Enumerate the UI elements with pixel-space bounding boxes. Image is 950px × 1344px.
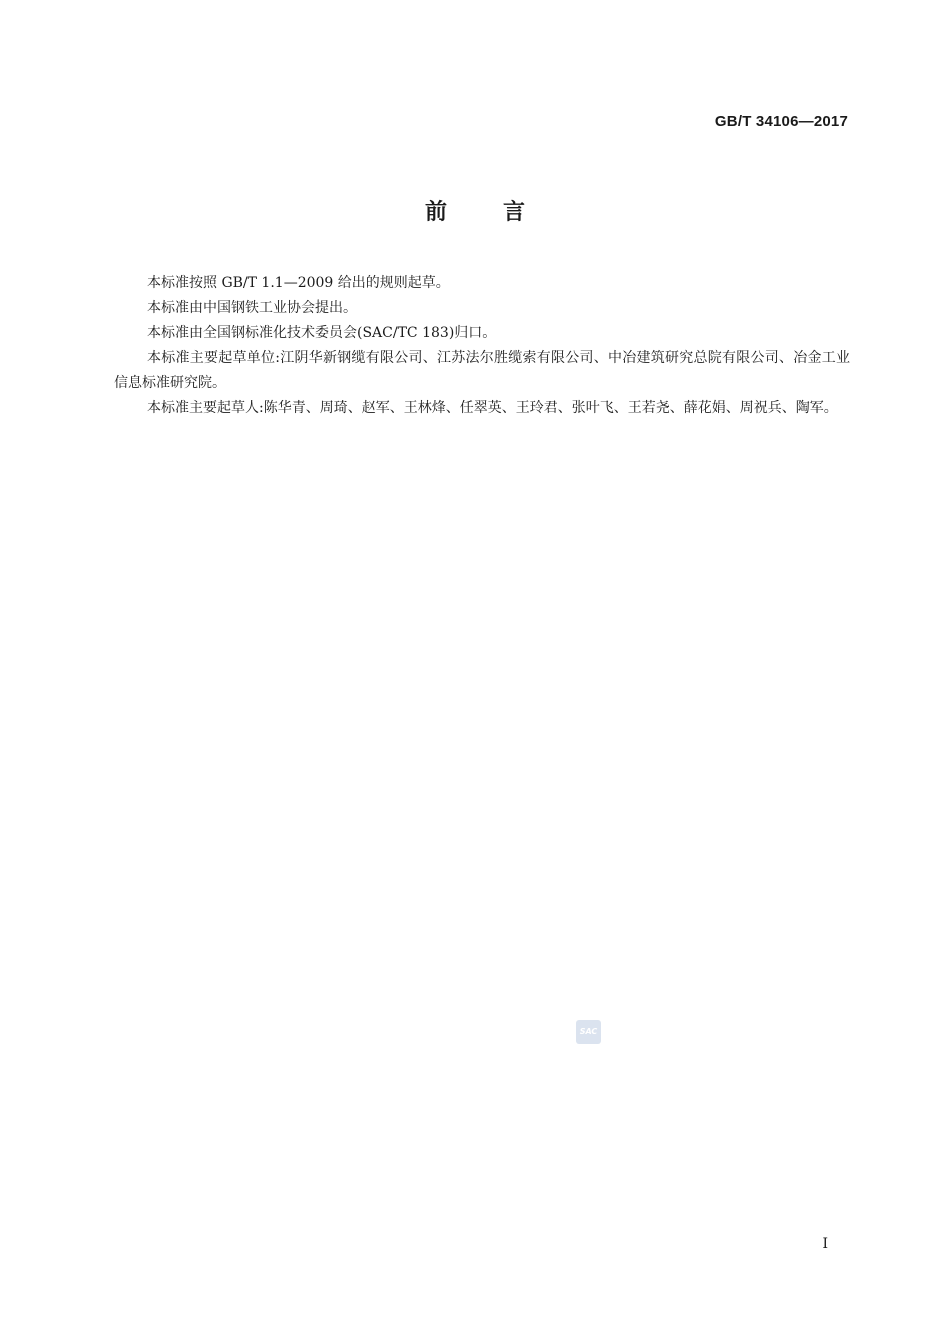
paragraph-drafters: 本标准主要起草人:陈华青、周琦、赵军、王林烽、任翠英、王玲君、张叶飞、王若尧、薛花娟、周祝兵、陶军。 <box>147 400 838 416</box>
paragraph-drafting-rules: 本标准按照 GB/T 1.1—2009 给出的规则起草。 <box>147 275 450 291</box>
foreword-body <box>114 271 850 421</box>
page-number: I <box>822 1236 828 1252</box>
standard-code: GB/T 34106—2017 <box>714 113 848 130</box>
paragraph-drafting-units: 本标准主要起草单位:江阴华新钢缆有限公司、江苏法尔胜缆索有限公司、中冶建筑研究总院有限公司、冶金工业信息标准研究院。 <box>114 350 850 391</box>
page-title <box>0 195 950 226</box>
paragraph-technical-committee: 本标准由全国钢标准化技术委员会(SAC/TC 183)归口。 <box>147 325 497 341</box>
title-char-2: 言 <box>503 200 526 225</box>
title-char-1: 前 <box>424 200 447 225</box>
paragraph-proposer: 本标准由中国钢铁工业协会提出。 <box>147 300 357 316</box>
sac-watermark-logo: SAC <box>576 1020 601 1044</box>
